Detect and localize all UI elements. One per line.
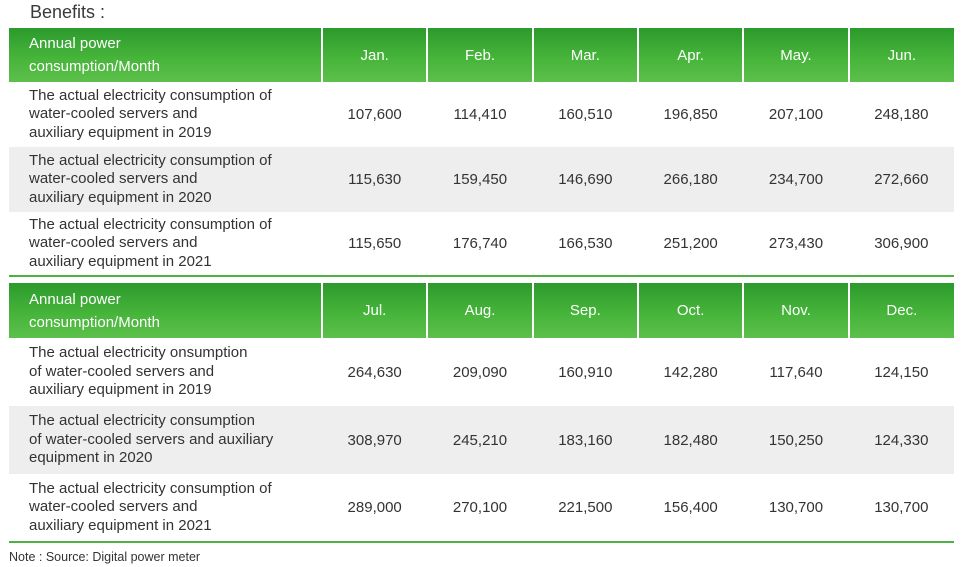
value-cell: 196,850 xyxy=(638,82,743,147)
row-label-line: water-cooled servers and xyxy=(29,498,198,516)
value-cell: 266,180 xyxy=(638,147,743,212)
value-cell: 209,090 xyxy=(427,338,532,406)
header-label-line: consumption/Month xyxy=(29,58,160,75)
value-cell: 159,450 xyxy=(427,147,532,212)
value-cell: 182,480 xyxy=(638,406,743,474)
row-label xyxy=(9,338,322,406)
header-label-line: Annual power xyxy=(29,35,121,52)
row-label-line: auxiliary equipment in 2019 xyxy=(29,381,212,399)
table-header-row xyxy=(9,28,954,82)
row-label-line: The actual electricity consumption of xyxy=(29,479,272,497)
row-label-line: auxiliary equipment in 2021 xyxy=(29,516,212,534)
consumption-table-jul-dec xyxy=(9,283,954,543)
header-label-cell xyxy=(9,28,322,82)
value-cell: 270,100 xyxy=(427,474,532,542)
header-label-cell xyxy=(9,283,322,338)
value-cell: 130,700 xyxy=(743,474,848,542)
row-label xyxy=(9,474,322,542)
month-header: Sep. xyxy=(533,283,638,338)
value-cell: 207,100 xyxy=(743,82,848,147)
value-cell: 289,000 xyxy=(322,474,427,542)
value-cell: 166,530 xyxy=(533,212,638,276)
value-cell: 142,280 xyxy=(638,338,743,406)
table-row xyxy=(9,474,954,542)
value-cell: 117,640 xyxy=(743,338,848,406)
value-cell: 272,660 xyxy=(849,147,954,212)
month-header: Apr. xyxy=(638,28,743,82)
row-label xyxy=(9,82,322,147)
value-cell: 176,740 xyxy=(427,212,532,276)
value-cell: 160,510 xyxy=(533,82,638,147)
row-label-line: auxiliary equipment in 2019 xyxy=(29,123,212,141)
value-cell: 264,630 xyxy=(322,338,427,406)
value-cell: 273,430 xyxy=(743,212,848,276)
row-label-line: equipment in 2020 xyxy=(29,449,153,467)
value-cell: 124,330 xyxy=(849,406,954,474)
value-cell: 114,410 xyxy=(427,82,532,147)
row-label xyxy=(9,406,322,474)
table-header-row xyxy=(9,283,954,338)
row-label-line: water-cooled servers and xyxy=(29,105,198,123)
row-label-line: auxiliary equipment in 2020 xyxy=(29,188,212,206)
value-cell: 130,700 xyxy=(849,474,954,542)
row-label-line: The actual electricity consumption of xyxy=(29,86,272,104)
value-cell: 234,700 xyxy=(743,147,848,212)
value-cell: 183,160 xyxy=(533,406,638,474)
month-header: Nov. xyxy=(743,283,848,338)
value-cell: 156,400 xyxy=(638,474,743,542)
month-header: Aug. xyxy=(427,283,532,338)
month-header: Mar. xyxy=(533,28,638,82)
table-row xyxy=(9,212,954,276)
header-label-line: consumption/Month xyxy=(29,313,160,331)
row-label-line: The actual electricity onsumption xyxy=(29,344,248,362)
row-label xyxy=(9,212,322,276)
value-cell: 306,900 xyxy=(849,212,954,276)
month-header: Jan. xyxy=(322,28,427,82)
value-cell: 221,500 xyxy=(533,474,638,542)
value-cell: 150,250 xyxy=(743,406,848,474)
table-row xyxy=(9,147,954,212)
month-header: Oct. xyxy=(638,283,743,338)
value-cell: 160,910 xyxy=(533,338,638,406)
row-label-line: water-cooled servers and xyxy=(29,234,198,252)
month-header: Jul. xyxy=(322,283,427,338)
section-title: Benefits : xyxy=(30,2,106,22)
row-label-line: of water-cooled servers and auxiliary xyxy=(29,430,274,448)
value-cell: 115,650 xyxy=(322,212,427,276)
month-header: Jun. xyxy=(849,28,954,82)
source-note: Note : Source: Digital power meter xyxy=(9,550,201,564)
row-label-line: water-cooled servers and xyxy=(29,170,198,188)
consumption-table-jan-jun xyxy=(9,28,954,277)
table-row xyxy=(9,406,954,474)
value-cell: 107,600 xyxy=(322,82,427,147)
table-row xyxy=(9,82,954,147)
row-label-line: The actual electricity consumption xyxy=(29,412,255,430)
month-header: Dec. xyxy=(849,283,954,338)
month-header: Feb. xyxy=(427,28,532,82)
value-cell: 248,180 xyxy=(849,82,954,147)
value-cell: 124,150 xyxy=(849,338,954,406)
row-label-line: of water-cooled servers and xyxy=(29,362,215,380)
value-cell: 251,200 xyxy=(638,212,743,276)
table-row xyxy=(9,338,954,406)
header-label-line: Annual power xyxy=(29,290,121,308)
month-header: May. xyxy=(743,28,848,82)
value-cell: 146,690 xyxy=(533,147,638,212)
value-cell: 308,970 xyxy=(322,406,427,474)
row-label-line: auxiliary equipment in 2021 xyxy=(29,252,212,270)
row-label xyxy=(9,147,322,212)
row-label-line: The actual electricity consumption of xyxy=(29,151,272,169)
value-cell: 245,210 xyxy=(427,406,532,474)
value-cell: 115,630 xyxy=(322,147,427,212)
row-label-line: The actual electricity consumption of xyxy=(29,215,272,233)
